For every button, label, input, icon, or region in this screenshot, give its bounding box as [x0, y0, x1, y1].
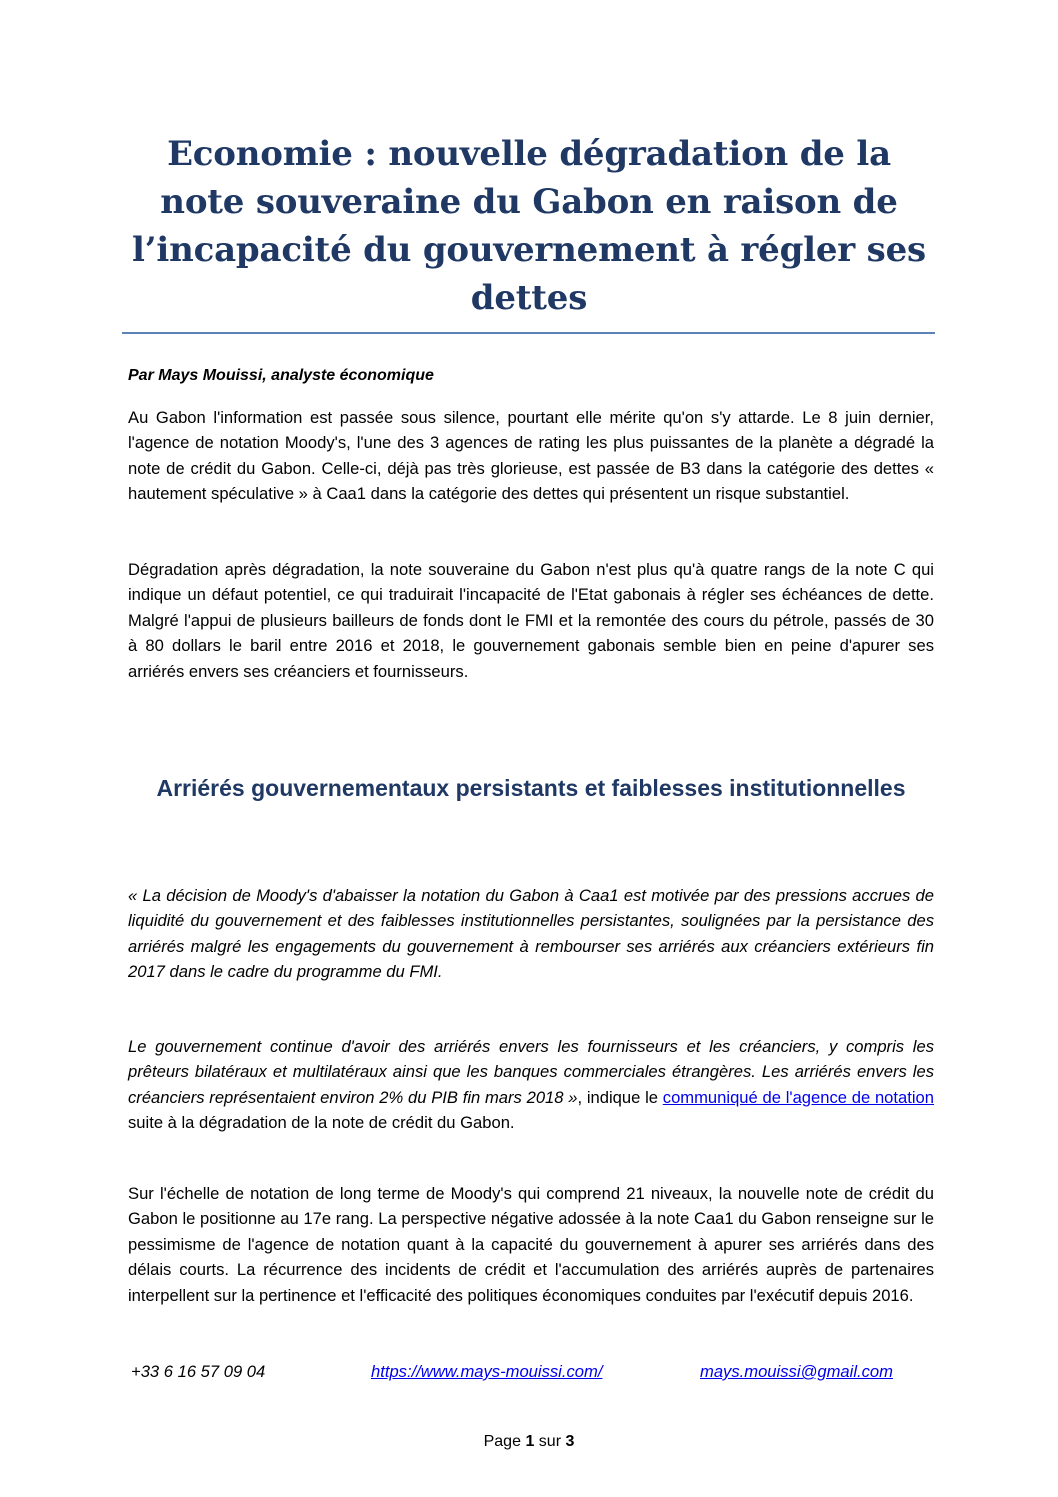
quote-attribution: , indique le [577, 1087, 663, 1107]
pager-prefix: Page [483, 1433, 521, 1450]
footer-phone: +33 6 16 57 09 04 [131, 1362, 266, 1381]
paragraph-intro: Au Gabon l'information est passée sous silence, pourtant elle mérite qu'on s'y attarde. Le 8 juin dernier, l'agence de notation Moody's, l'une des 3 agences de rating les plus puissantes de la planète a dégradé la note de crédit du Gabon. Celle-ci, déjà pas très glorieuse, est passée de B3 dans la catégorie des dettes « hautement spéculative » à Caa1 dans la catégorie des dettes qui présentent un risque substantiel. [128, 408, 934, 504]
footer-website-link[interactable] [371, 1362, 602, 1382]
agency-communique-link[interactable]: communiqué de l'agence de notation [662, 1087, 935, 1107]
page-number [0, 1433, 1058, 1451]
pager-current: 1 [525, 1433, 535, 1450]
quote-arrears-text: Le gouvernement continue d'avoir des arriérés envers les fournisseurs et les créanciers, y compris les prêteurs bilatéraux et multilatéraux ainsi que les banques commerciales étrangères. Les arriérés envers les créanciers représentaient environ 2% du PIB fin mars 2018 » [128, 1037, 934, 1107]
section-heading: Arriérés gouvernementaux persistants et faiblesses institutionnelles [156, 775, 906, 801]
title-underline-rule [122, 332, 935, 334]
byline: Par Mays Mouissi, analyste économique [128, 367, 434, 384]
contact-footer [128, 1362, 934, 1386]
quote-attribution-end: suite à la dégradation de la note de crédit du Gabon. [128, 1113, 515, 1133]
article-title: Economie : nouvelle dégradation de la note souveraine du Gabon en raison de l’incapacité du gouvernement à régler ses dettes [132, 134, 926, 318]
pager-total: 3 [565, 1433, 575, 1450]
email-link[interactable]: mays.mouissi@gmail.com [700, 1362, 893, 1381]
quote-arrears-paragraph [128, 1034, 934, 1136]
quote-moodys-decision: « La décision de Moody's d'abaisser la notation du Gabon à Caa1 est motivée par des pressions accrues de liquidité du gouvernement et des faiblesses institutionnelles persistantes, soulignées par la persistance des arriérés malgré les engagements du gouvernement à rembourser ses arriérés aux créanciers extérieurs fin 2017 dans le cadre du programme du FMI. [128, 886, 934, 982]
pager-separator: sur [538, 1433, 562, 1450]
paragraph-rating-scale: Sur l'échelle de notation de long terme de Moody's qui comprend 21 niveaux, la nouvelle note de crédit du Gabon le positionne au 17e rang. La perspective négative adossée à la note Caa1 du Gabon renseigne sur le pessimisme de l'agence de notation quant à la capacité du gouvernement à apurer ses arriérés dans des délais courts. La récurrence des incidents de crédit et l'accumulation des arriérés auprès de partenaires interpellent sur la pertinence et l'efficacité des politiques économiques conduites par l'exécutif depuis 2016. [128, 1184, 934, 1305]
footer-email-link[interactable] [700, 1362, 893, 1382]
website-link[interactable]: https://www.mays-mouissi.com/ [371, 1362, 603, 1381]
paragraph-degradation: Dégradation après dégradation, la note souveraine du Gabon n'est plus qu'à quatre rangs de la note C qui indique un défaut potentiel, ce qui traduirait l'incapacité de l'Etat gabonais à régler ses échéances de dette. Malgré l'appui de plusieurs bailleurs de fonds dont le FMI et la remontée des cours du pétrole, passés de 30 à 80 dollars le baril entre 2016 et 2018, le gouvernement gabonais semble bien en peine d'apurer ses arriérés envers ses créanciers et fournisseurs. [128, 560, 934, 681]
